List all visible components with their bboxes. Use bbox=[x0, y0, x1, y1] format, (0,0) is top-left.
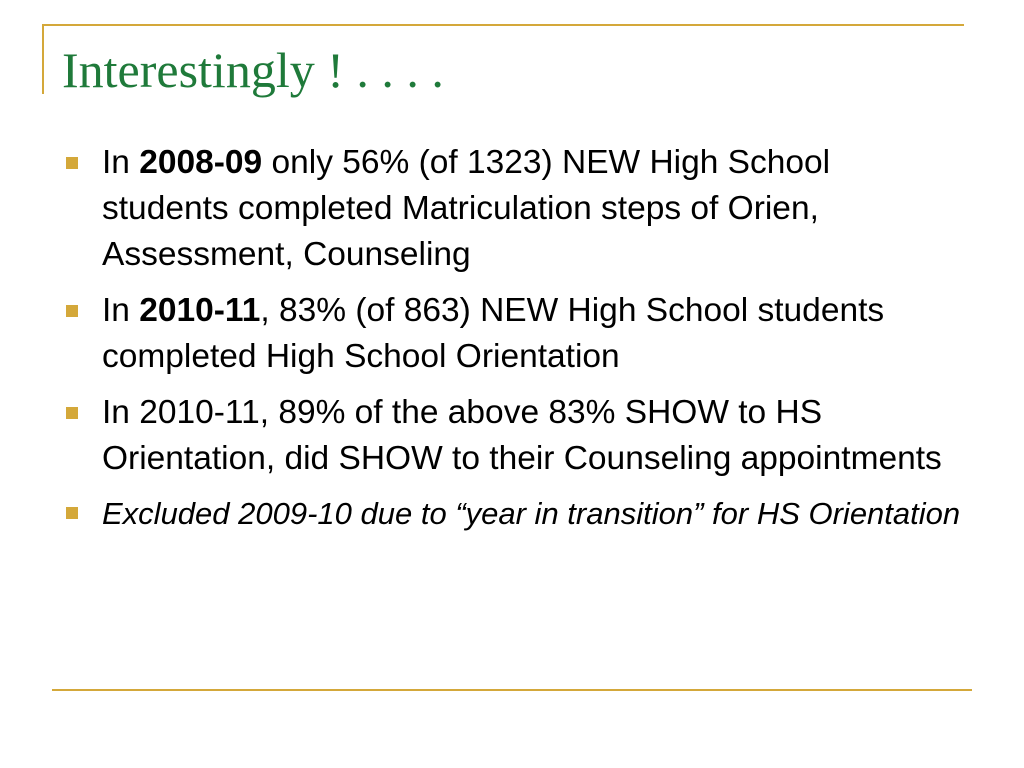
bullet-text-post: , 83% (of 863) NEW High School students completed High School Orientation bbox=[102, 292, 885, 375]
bullet-text-pre: In bbox=[102, 292, 140, 329]
left-divider bbox=[42, 24, 44, 94]
bullet-text-post: only 56% (of 1323) NEW High School students completed Matriculation steps of Orien, Assessment, Counseling bbox=[102, 144, 831, 273]
bullet-text-year: 2010-11 bbox=[139, 292, 261, 329]
bottom-divider bbox=[52, 689, 972, 691]
slide-title: Interestingly ! . . . . bbox=[62, 42, 444, 98]
bullet-text: In 2010-11, 89% of the above 83% SHOW to HS Orientation, did SHOW to their Counseling appointments bbox=[102, 394, 942, 477]
bullet-item-excluded-note bbox=[62, 492, 962, 536]
top-divider bbox=[42, 24, 964, 26]
square-bullet-icon bbox=[66, 157, 78, 169]
bullet-item-2008-09 bbox=[62, 140, 962, 278]
bullet-item-show-rate bbox=[62, 390, 962, 482]
bullet-text: Excluded 2009-10 due to “year in transition” for HS Orientation bbox=[102, 496, 961, 531]
square-bullet-icon bbox=[66, 507, 78, 519]
square-bullet-icon bbox=[66, 305, 78, 317]
square-bullet-icon bbox=[66, 407, 78, 419]
bullet-text-year: 2008-09 bbox=[139, 144, 263, 181]
bullet-list bbox=[62, 140, 962, 546]
bullet-item-2010-11 bbox=[62, 288, 962, 380]
bullet-text-pre: In bbox=[102, 144, 140, 181]
